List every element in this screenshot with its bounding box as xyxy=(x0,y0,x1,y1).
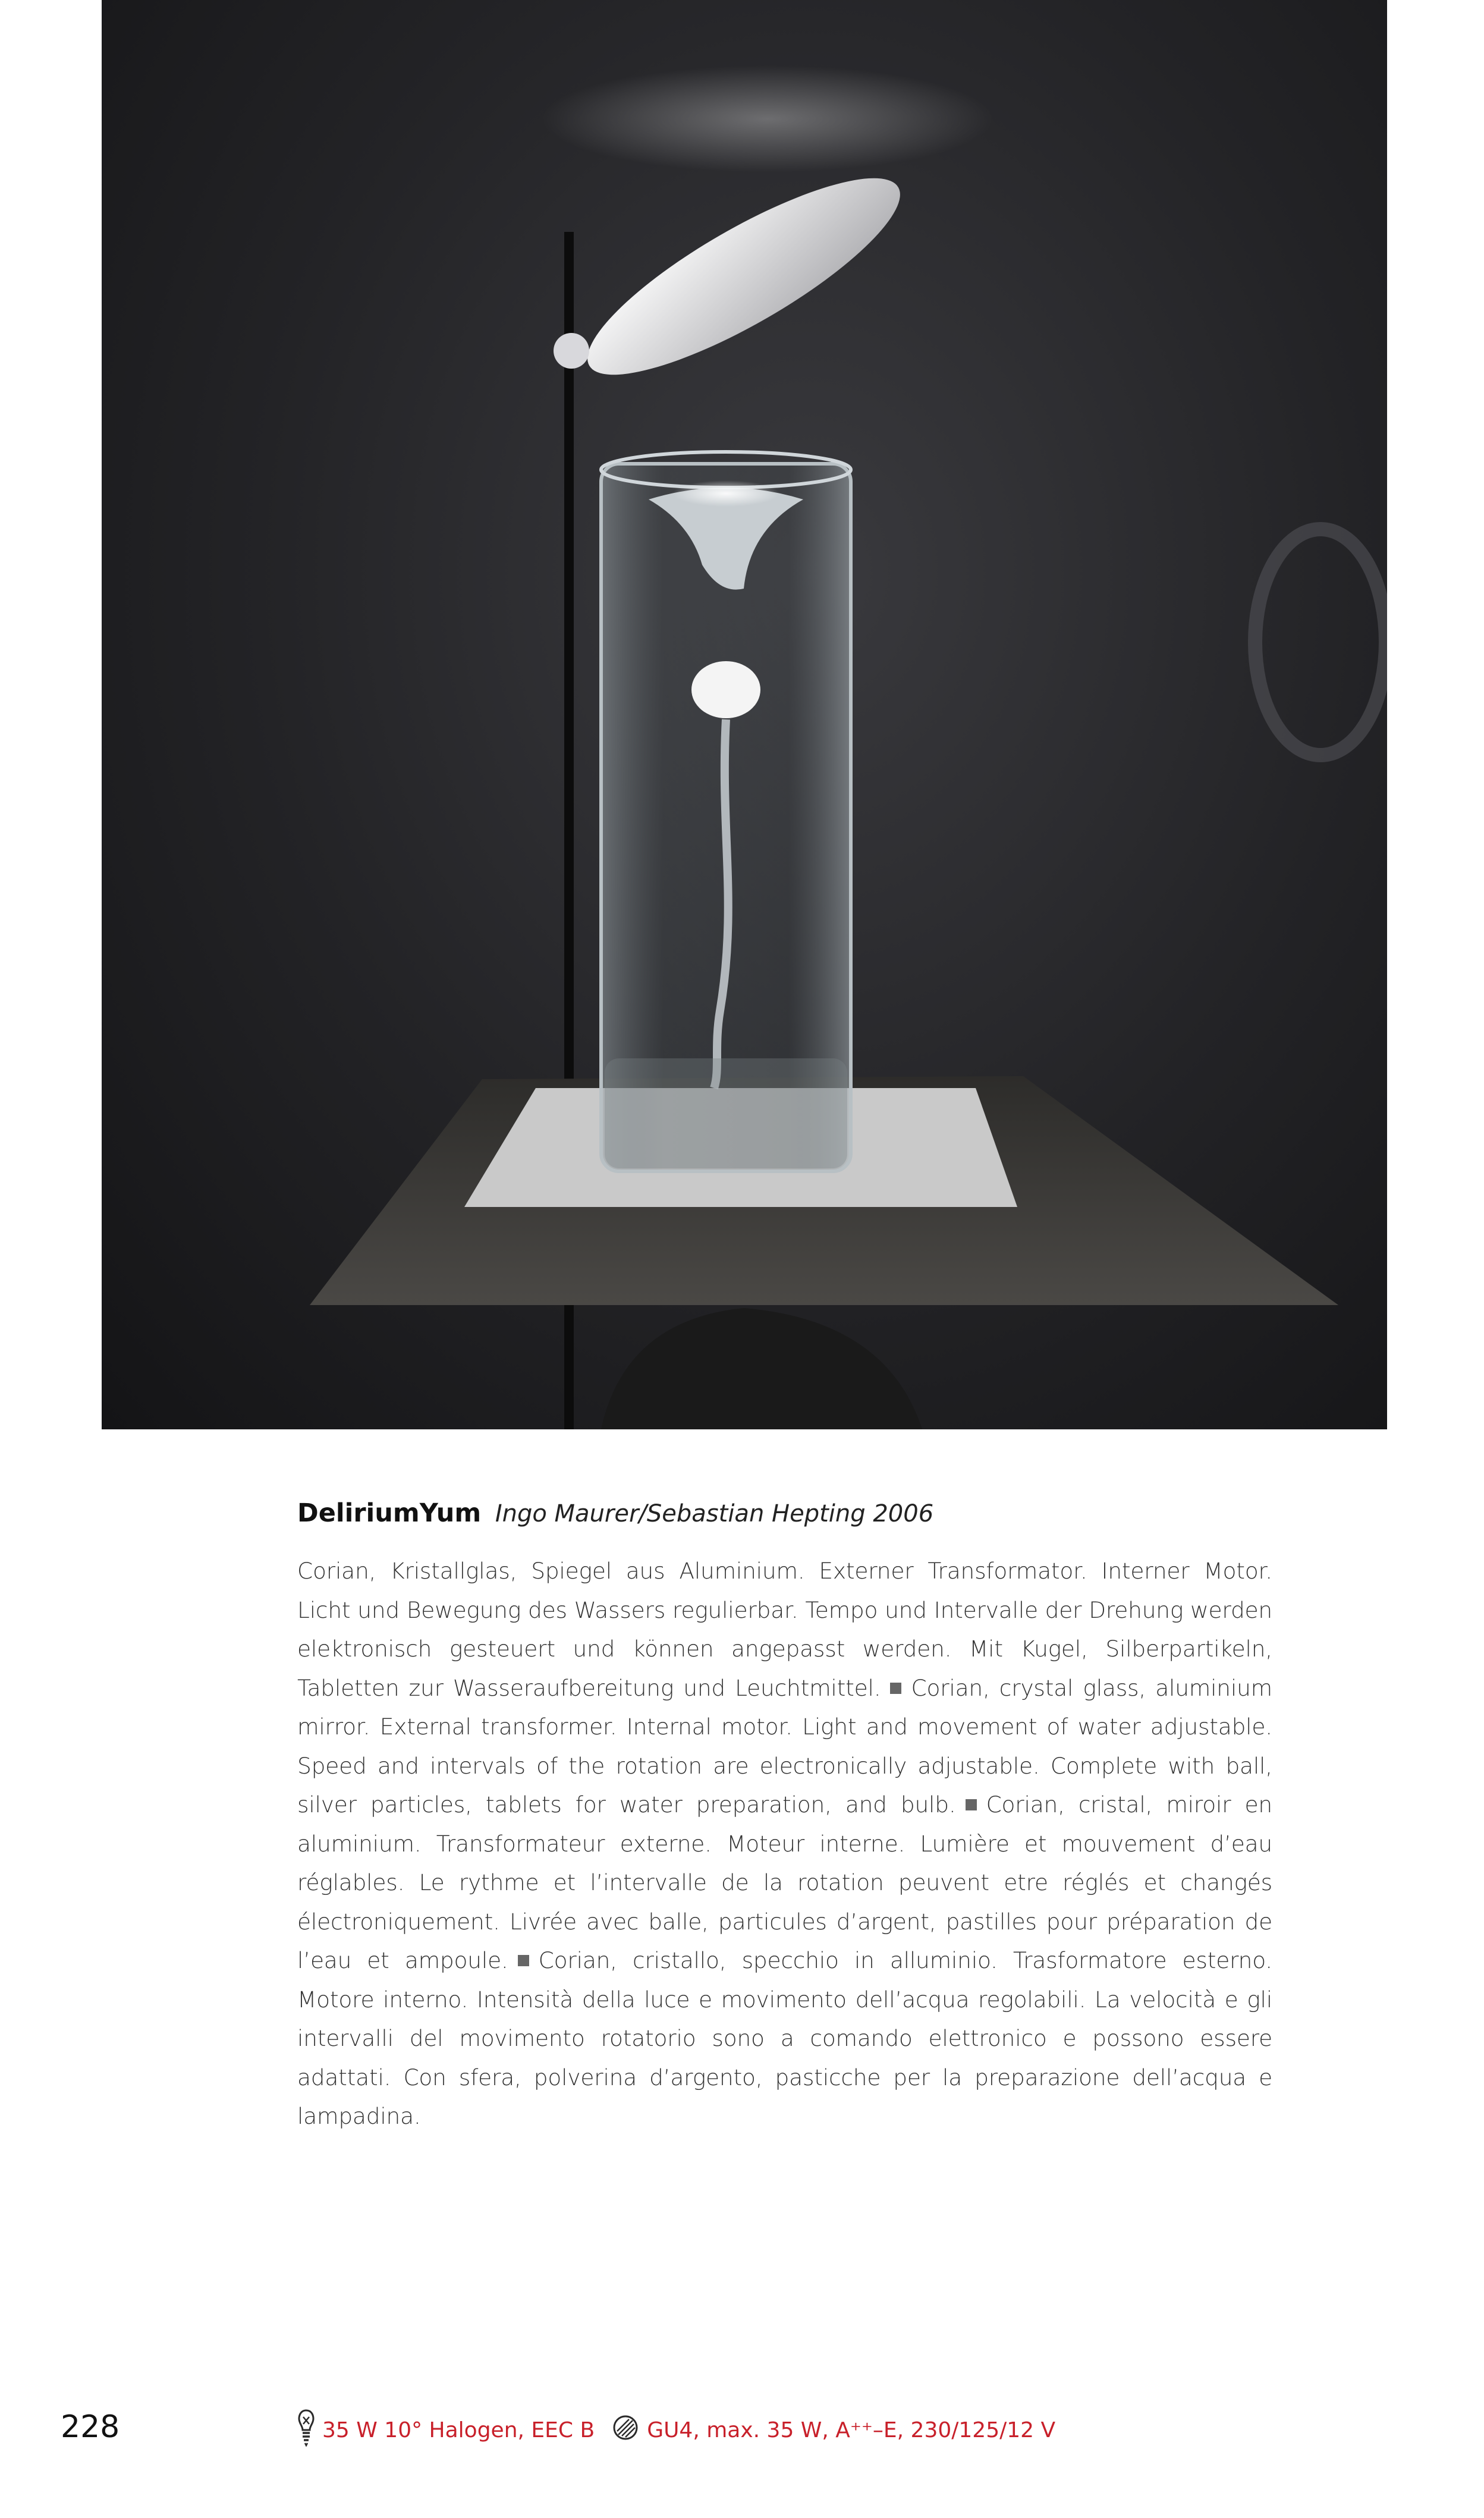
description-it: Corian, cristallo, specchio in alluminio. Trasformatore esterno. Motore interno. Intensità della luce e movimento dell’acqua regolabili. La velocità e gli intervalli del movimento rotatorio sono a comando elettronico e possono essere adattati. Con sfera, polverina d’argento, pasticche per la preparazione dell’acqua e lampadina. xyxy=(297,1947,1273,2129)
light-bulb-icon xyxy=(297,2409,315,2452)
lamp-glow xyxy=(672,480,779,507)
aluminium-mirror xyxy=(565,146,922,407)
separator-square xyxy=(890,1683,901,1694)
socket-spec: GU4, max. 35 W, A⁺⁺–E, 230/125/12 V xyxy=(647,2418,1056,2442)
product-photo xyxy=(102,0,1387,1429)
mirror-hinge xyxy=(554,333,589,369)
product-description xyxy=(297,1552,1272,2136)
product-name: DeliriumYum xyxy=(297,1498,482,1528)
floating-ball xyxy=(691,661,760,718)
water-base xyxy=(605,1058,847,1168)
wall-reflection xyxy=(1255,529,1386,755)
socket-icon xyxy=(611,2413,640,2447)
technical-specs xyxy=(297,2409,1055,2451)
bulb-spec: 35 W 10° Halogen, EEC B xyxy=(322,2418,595,2442)
delirium-yum-illustration xyxy=(102,0,1387,1429)
pedestal xyxy=(601,1308,922,1429)
product-description-block xyxy=(297,1495,1272,2136)
ceiling-glow xyxy=(542,65,993,172)
page-number: 228 xyxy=(61,2409,120,2445)
description-fr: Corian, cristal, miroir en aluminium. Transformateur externe. Moteur interne. Lumière et mouvement d’eau réglables. Le rythme et l’intervalle de la rotation peuvent etre réglés et changés électroniquement. Livrée avec balle, particules d’argent, pastilles pour préparation de l’eau et ampoule. xyxy=(297,1791,1272,1973)
description-de: Corian, Kristallglas, Spiegel aus Aluminium. Externer Transformator. Interner Motor. Licht und Bewegung des Wassers regulierbar. Tempo und Intervalle der Drehung werden elektronisch gesteuert und können angepasst werden. Mit Kugel, Silberpartikeln, Tabletten zur Wasseraufbereitung und Leuchtmittel. xyxy=(297,1558,1272,1701)
separator-square xyxy=(966,1799,977,1810)
product-heading xyxy=(297,1495,1272,1532)
separator-square xyxy=(518,1955,529,1966)
description-en: Corian, crystal glass, aluminium mirror. External transformer. Internal motor. Light and movement of water adjustable. Speed and intervals of the rotation are electronically adjustable. Complete with ball, silver particles, tablets for water preparation, and bulb. xyxy=(297,1674,1272,1818)
product-credit: Ingo Maurer/Sebastian Hepting 2006 xyxy=(495,1500,934,1527)
